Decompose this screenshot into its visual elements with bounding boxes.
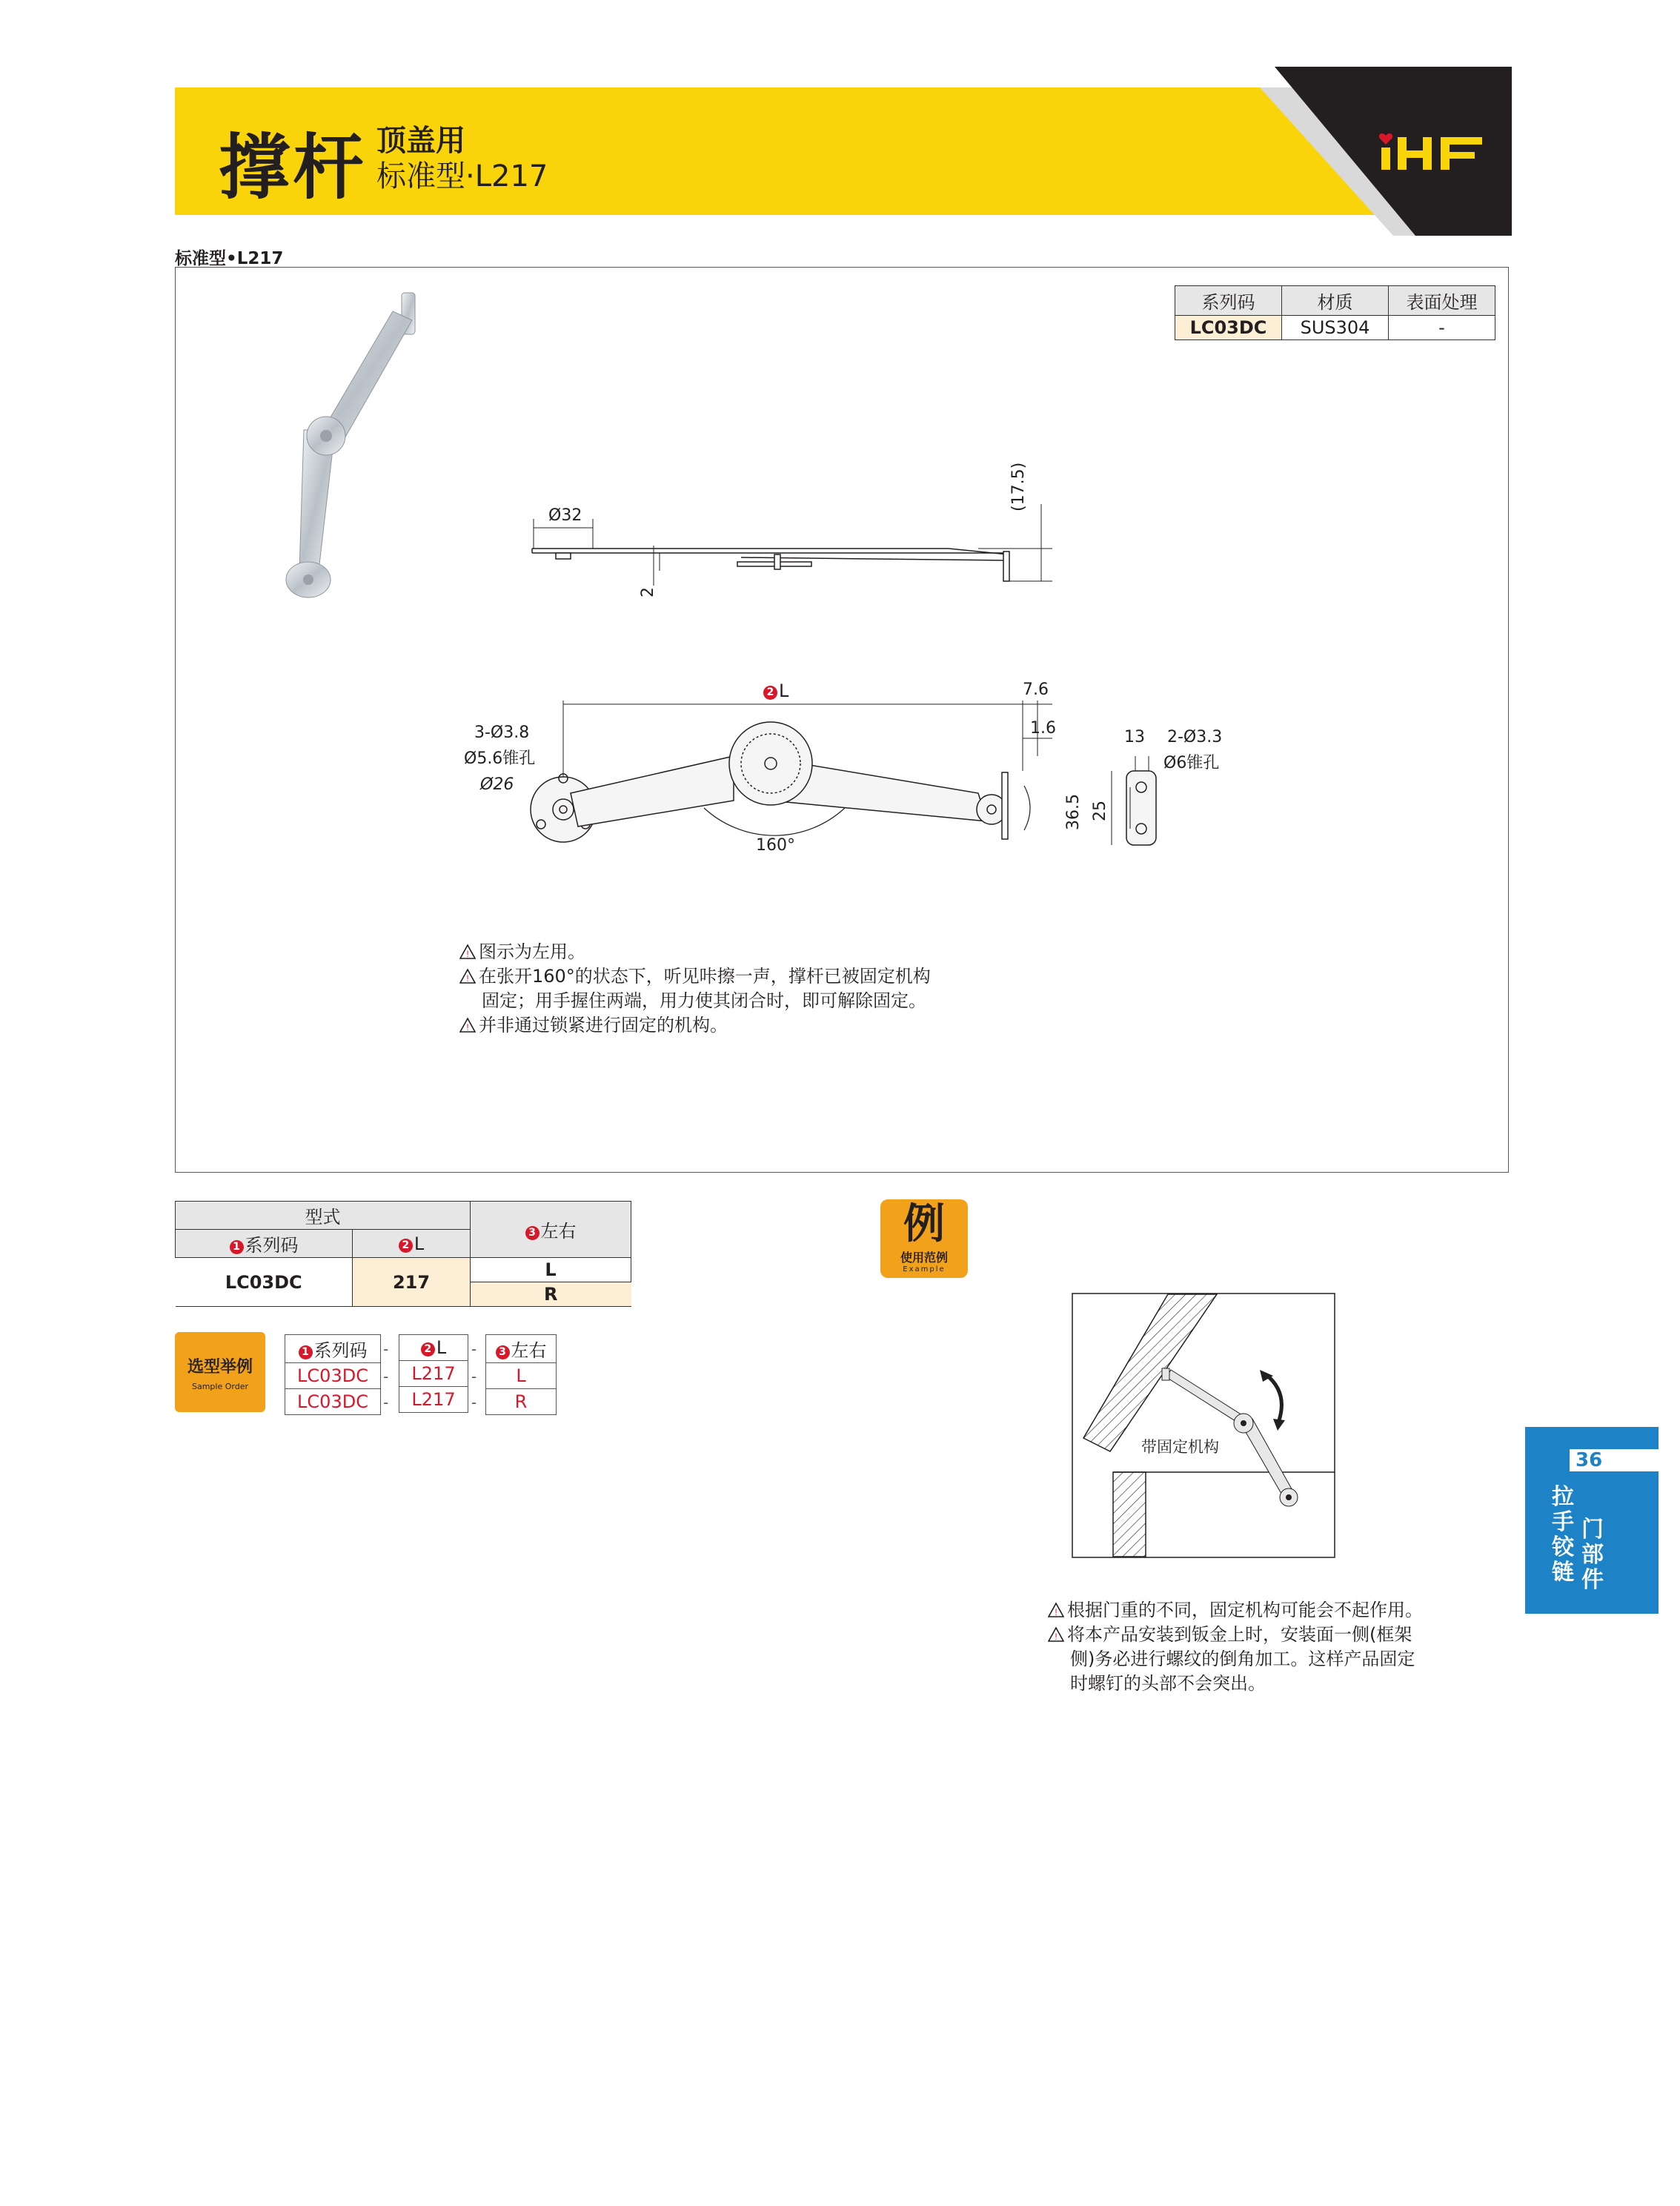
dim-L: 2 L bbox=[763, 680, 788, 701]
dim-h2: 2 bbox=[639, 587, 657, 597]
dim-h175: (17.5) bbox=[1009, 462, 1028, 511]
example-illustration bbox=[1072, 1293, 1335, 1558]
dim-h25: 25 bbox=[1091, 801, 1109, 821]
sample-header-side: 3 左右 bbox=[486, 1335, 557, 1363]
model-length-header: 2 L bbox=[353, 1230, 471, 1258]
side-view-drawing bbox=[519, 474, 1067, 623]
warning-icon bbox=[459, 968, 476, 984]
svg-text:!: ! bbox=[1055, 1607, 1058, 1617]
spec-header-code: 系列码 bbox=[1175, 286, 1282, 316]
svg-text:!: ! bbox=[466, 973, 469, 984]
model-right: R bbox=[471, 1282, 631, 1307]
dim-d32: Ø32 bbox=[548, 506, 582, 525]
mechanism-label: 带固定机构 bbox=[1141, 1435, 1219, 1457]
model-table bbox=[175, 1201, 631, 1307]
sample-header-code: 1 系列码 bbox=[285, 1335, 381, 1363]
spec-header-surface: 表面处理 bbox=[1389, 286, 1495, 316]
dim-h365: 36.5 bbox=[1064, 794, 1083, 830]
note-3: ! 并非通过锁紧进行固定的机构。 bbox=[459, 1013, 931, 1038]
page-subtitle-type: 标准型·L217 bbox=[376, 159, 548, 193]
sample-row1-code: LC03DC bbox=[285, 1363, 381, 1389]
model-length: 217 bbox=[353, 1258, 471, 1307]
model-code: LC03DC bbox=[176, 1258, 353, 1307]
spec-material: SUS304 bbox=[1282, 316, 1389, 340]
label-angle: 160° bbox=[756, 836, 795, 855]
example-note-2-cont2: 时螺钉的头部不会突出。 bbox=[1070, 1673, 1266, 1694]
sample-header-length: 2 L bbox=[399, 1335, 468, 1361]
chapter-side-tab[interactable] bbox=[1525, 1427, 1659, 1614]
notes-block bbox=[459, 940, 931, 1038]
dim-d76: 7.6 bbox=[1023, 680, 1049, 699]
model-code-header: 1 系列码 bbox=[176, 1230, 353, 1258]
side-tab-col1: 拉 手 铰 链 bbox=[1552, 1484, 1574, 1586]
label-cone56: Ø5.6锥孔 bbox=[464, 749, 536, 768]
note-2-cont: 固定；用手握住两端，用力使其闭合时，即可解除固定。 bbox=[482, 990, 926, 1011]
sample-side-table bbox=[485, 1334, 557, 1415]
sample-length-table bbox=[399, 1334, 468, 1413]
sample-row2-side: R bbox=[486, 1389, 557, 1415]
warning-icon bbox=[459, 944, 476, 960]
example-note-2-cont: 侧)务必进行螺纹的倒角加工。这样产品固定 bbox=[1070, 1649, 1415, 1669]
sample-separator: - bbox=[383, 1340, 389, 1358]
page-title: 撑杆 bbox=[219, 126, 367, 209]
spec-code: LC03DC bbox=[1175, 316, 1282, 340]
sample-row2-length: L217 bbox=[399, 1387, 468, 1413]
label-hole3: 3-Ø3.8 bbox=[474, 723, 530, 742]
section-label: 标准型•L217 bbox=[175, 249, 284, 268]
note-2: ! 在张开160°的状态下，听见咔擦一声，撑杆已被固定机构 bbox=[459, 964, 931, 989]
sample-separator: - bbox=[383, 1394, 389, 1411]
example-notes-block bbox=[1048, 1598, 1423, 1696]
svg-text:!: ! bbox=[1055, 1632, 1058, 1642]
svg-text:!: ! bbox=[466, 1022, 469, 1033]
top-view-drawing bbox=[459, 682, 1275, 875]
dim-d16: 1.6 bbox=[1030, 719, 1056, 738]
spec-surface: - bbox=[1389, 316, 1495, 340]
example-note-1: ! 根据门重的不同，固定机构可能会不起作用。 bbox=[1048, 1598, 1423, 1623]
model-left: L bbox=[471, 1258, 631, 1282]
sample-row2-code: LC03DC bbox=[285, 1389, 381, 1415]
sample-order-tag: 选型举例 Sample Order bbox=[175, 1332, 265, 1412]
sample-row1-side: L bbox=[486, 1363, 557, 1389]
warning-icon bbox=[1048, 1602, 1064, 1618]
label-hole2: 2-Ø3.3 bbox=[1167, 728, 1223, 746]
sample-separator: - bbox=[471, 1394, 477, 1411]
sample-row1-length: L217 bbox=[399, 1361, 468, 1387]
label-d26: Ø26 bbox=[480, 775, 514, 794]
sample-separator: - bbox=[471, 1368, 477, 1385]
example-note-2: ! 将本产品安装到钣金上时，安装面一侧(框架 bbox=[1048, 1623, 1423, 1647]
dim-d13: 13 bbox=[1124, 728, 1145, 746]
spec-header-material: 材质 bbox=[1282, 286, 1389, 316]
spec-table bbox=[1175, 285, 1495, 340]
note-1: ! 图示为左用。 bbox=[459, 940, 931, 964]
label-cone6: Ø6锥孔 bbox=[1163, 754, 1220, 772]
sample-separator: - bbox=[383, 1368, 389, 1385]
example-badge: 例 使用范例 Example bbox=[880, 1199, 968, 1278]
warning-icon bbox=[459, 1017, 476, 1033]
ihf-logo-icon bbox=[1378, 130, 1497, 174]
page-subtitle-usage: 顶盖用 bbox=[376, 124, 465, 158]
svg-text:!: ! bbox=[466, 949, 469, 959]
warning-icon bbox=[1048, 1626, 1064, 1643]
side-tab-col2: 门 部 件 bbox=[1581, 1517, 1604, 1593]
model-side-header: 3 左右 bbox=[471, 1202, 631, 1258]
sample-separator: - bbox=[471, 1340, 477, 1358]
page-number: 36 bbox=[1576, 1449, 1603, 1471]
sample-code-table bbox=[285, 1334, 381, 1415]
model-type-header: 型式 bbox=[176, 1202, 471, 1230]
product-image bbox=[267, 289, 445, 608]
